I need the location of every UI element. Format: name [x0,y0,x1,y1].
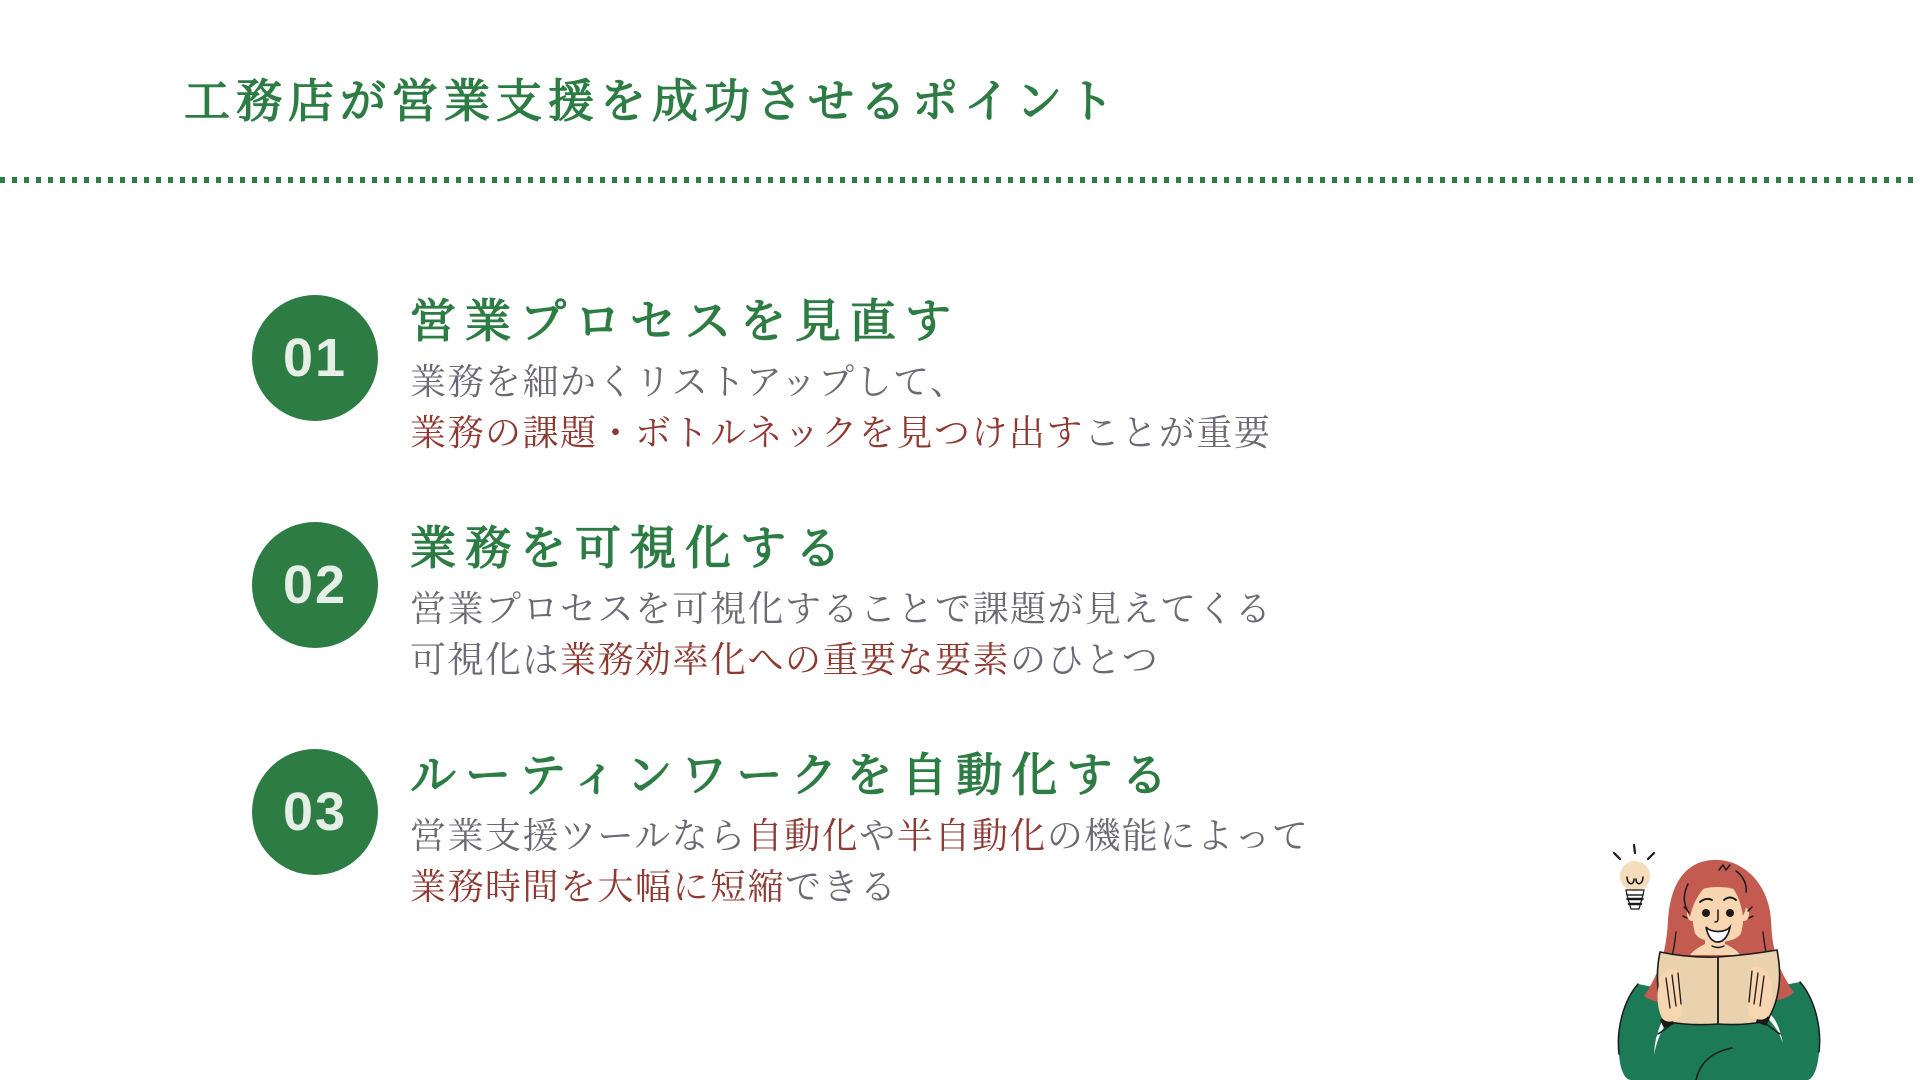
point-row-01 [252,295,1309,458]
woman-reading-illustration [1600,840,1840,1080]
text-segment-gray: ことが重要 [1083,411,1272,453]
point-description-line [410,634,1273,685]
point-number-badge: 02 [252,522,378,648]
text-segment-red: 業務時間を大幅に短縮 [410,865,786,907]
point-row-02 [252,522,1309,685]
point-text-block [410,295,1271,458]
point-text-block [410,749,1309,912]
point-heading: 営業プロセスを見直す [410,295,960,347]
points-list [252,295,1309,912]
point-description-line [410,583,1273,634]
point-description-line [410,356,1271,407]
point-number-badge: 03 [252,749,378,875]
text-segment-gray: のひとつ [1010,638,1160,680]
point-number-badge: 01 [252,295,378,421]
point-description-line [410,810,1309,861]
point-description-line [410,861,1309,912]
text-segment-gray: 営業支援ツールなら [410,814,747,856]
text-segment-red: 業務の課題・ボトルネックを見つけ出す [410,411,1084,453]
point-heading: ルーティンワークを自動化する [410,748,1177,801]
dotted-divider [0,177,1920,183]
point-description-line [410,407,1271,458]
eye-right [1726,909,1734,917]
lightbulb-icon [1614,845,1654,909]
text-segment-gray: 業務を細かくリストアップして、 [410,360,968,402]
text-segment-gray: できる [785,865,898,907]
page-title: 工務店が営業支援を成功させるポイント [184,75,1120,127]
text-segment-red: 業務効率化への重要な要素 [560,638,1011,680]
text-segment-gray: 営業プロセスを可視化することで課題が見えてくる [410,587,1273,629]
eye-left [1702,909,1710,917]
text-segment-gray: の機能によって [1046,814,1310,856]
text-segment-gray: 可視化は [410,638,561,680]
text-segment-gray: や [859,814,897,856]
text-segment-red: 半自動化 [896,814,1047,856]
text-segment-red: 自動化 [746,814,860,856]
point-row-03 [252,749,1309,912]
woman-figure [1618,860,1819,1080]
point-text-block [410,522,1273,685]
point-heading: 業務を可視化する [410,521,850,574]
